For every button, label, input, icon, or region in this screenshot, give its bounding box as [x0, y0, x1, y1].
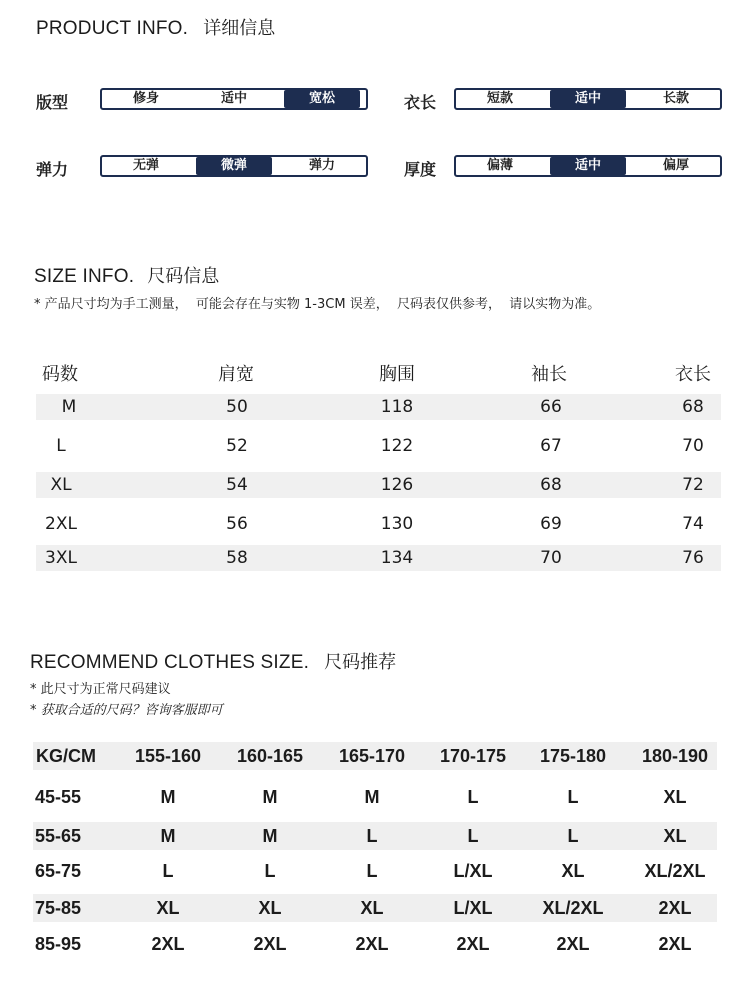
fit-option-regular[interactable]: 适中: [220, 91, 247, 106]
length-cell: 70: [682, 436, 704, 456]
rec-size-cell: XL: [258, 898, 282, 918]
rec-size-cell: XL: [663, 787, 687, 807]
shoulder-cell: 58: [226, 548, 248, 568]
shoulder-cell: 52: [226, 436, 248, 456]
recommend-title-en: RECOMMEND CLOTHES SIZE.: [30, 652, 310, 673]
table-row: [36, 511, 721, 537]
rec-size-cell: XL: [663, 826, 687, 846]
table-row: [36, 394, 721, 420]
rec-size-cell: L: [567, 826, 579, 846]
sleeve-cell: 66: [540, 397, 562, 417]
recommend-heading: [30, 648, 396, 674]
rec-size-cell: 2XL: [355, 934, 389, 954]
rec-header-height-col: 155-160: [134, 746, 202, 766]
rec-size-cell: L: [467, 826, 479, 846]
chest-cell: 134: [380, 548, 414, 568]
table-row: [36, 433, 721, 459]
table-row: [33, 894, 717, 922]
shoulder-cell: 54: [226, 475, 248, 495]
rec-size-cell: M: [160, 826, 176, 846]
size-cell: L: [56, 436, 66, 456]
thickness-selector[interactable]: [454, 155, 722, 177]
length-selector[interactable]: [454, 88, 722, 110]
rec-size-cell: L: [162, 861, 174, 881]
rec-header-height-col: 165-170: [338, 746, 406, 766]
rec-size-cell: M: [364, 787, 380, 807]
rec-size-cell: 2XL: [658, 898, 692, 918]
shoulder-cell: 50: [226, 397, 248, 417]
sleeve-cell: 68: [540, 475, 562, 495]
attr-label-fit: 版型: [36, 93, 69, 112]
recommend-title-cn: 尺码推荐: [324, 652, 397, 673]
product-info-heading: [36, 14, 275, 40]
size-header-size: 码数: [42, 364, 78, 385]
rec-size-cell: XL/2XL: [542, 898, 604, 918]
rec-size-cell: L: [467, 787, 479, 807]
chest-cell: 118: [380, 397, 414, 417]
recommend-header-row: [33, 742, 717, 770]
recommend-note-2: * 获取合适的尺码？咨询客服即可: [30, 703, 223, 718]
size-info-heading: [34, 262, 219, 288]
elasticity-option-slight[interactable]: 微弹: [196, 157, 272, 175]
rec-size-cell: L/XL: [453, 898, 493, 918]
size-cell: XL: [50, 475, 72, 495]
attr-label-thickness: 厚度: [404, 160, 437, 179]
size-header-shoulder: 肩宽: [218, 364, 254, 385]
rec-size-cell: 2XL: [658, 934, 692, 954]
fit-option-loose[interactable]: 宽松: [284, 90, 360, 108]
attr-label-elasticity: 弹力: [36, 160, 69, 179]
attr-label-length: 衣长: [404, 93, 437, 112]
rec-size-cell: L: [366, 826, 378, 846]
rec-size-cell: 2XL: [456, 934, 490, 954]
sleeve-cell: 70: [540, 548, 562, 568]
size-info-title-en: SIZE INFO.: [34, 266, 135, 287]
table-row: [36, 545, 721, 571]
length-cell: 74: [682, 514, 704, 534]
rec-weight-cell: 85-95: [35, 934, 82, 954]
table-row: [33, 822, 717, 850]
recommend-note-1: * 此尺寸为正常尺码建议: [30, 682, 171, 697]
size-info-note: * 产品尺寸均为手工测量， 可能会存在与实物 1-3CM 误差， 尺码表仅供参考， 请以实物为准。: [34, 297, 601, 312]
fit-selector[interactable]: [100, 88, 368, 110]
length-cell: 76: [682, 548, 704, 568]
sleeve-cell: 69: [540, 514, 562, 534]
rec-weight-cell: 75-85: [35, 898, 82, 918]
rec-size-cell: 2XL: [253, 934, 287, 954]
product-info-title-cn: 详细信息: [203, 18, 276, 39]
rec-size-cell: M: [262, 826, 278, 846]
rec-header-height-col: 180-190: [641, 746, 709, 766]
product-info-title-en: PRODUCT INFO.: [36, 18, 189, 39]
rec-header-height-col: 175-180: [539, 746, 607, 766]
rec-size-cell: L: [567, 787, 579, 807]
table-row: [36, 472, 721, 498]
table-row: [33, 783, 717, 811]
size-cell: 3XL: [45, 548, 77, 568]
rec-size-cell: L/XL: [453, 861, 493, 881]
table-row: [33, 930, 717, 958]
length-option-regular[interactable]: 适中: [550, 90, 626, 108]
rec-size-cell: 2XL: [556, 934, 590, 954]
rec-size-cell: XL: [156, 898, 180, 918]
rec-size-cell: XL: [561, 861, 585, 881]
thickness-option-regular[interactable]: 适中: [550, 157, 626, 175]
size-header-length: 衣长: [675, 364, 711, 385]
rec-size-cell: L: [366, 861, 378, 881]
length-cell: 72: [682, 475, 704, 495]
chest-cell: 126: [380, 475, 414, 495]
rec-header-weight-height: KG/CM: [36, 746, 96, 766]
size-cell: 2XL: [45, 514, 77, 534]
rec-header-height-col: 170-175: [439, 746, 507, 766]
rec-size-cell: XL: [360, 898, 384, 918]
size-info-title-cn: 尺码信息: [147, 266, 220, 287]
rec-weight-cell: 45-55: [35, 787, 82, 807]
table-row: [33, 857, 717, 885]
length-cell: 68: [682, 397, 704, 417]
chest-cell: 130: [380, 514, 414, 534]
rec-size-cell: 2XL: [151, 934, 185, 954]
rec-size-cell: M: [160, 787, 176, 807]
rec-weight-cell: 55-65: [35, 826, 82, 846]
rec-weight-cell: 65-75: [35, 861, 82, 881]
rec-header-height-col: 160-165: [236, 746, 304, 766]
size-header-chest: 胸围: [379, 364, 415, 385]
thickness-option-thick[interactable]: 偏厚: [662, 158, 689, 173]
length-option-short[interactable]: 短款: [486, 91, 513, 106]
rec-size-cell: M: [262, 787, 278, 807]
fit-option-slim[interactable]: 修身: [132, 91, 159, 106]
shoulder-cell: 56: [226, 514, 248, 534]
length-option-long[interactable]: 长款: [662, 91, 689, 106]
thickness-option-thin[interactable]: 偏薄: [486, 158, 513, 173]
elasticity-selector[interactable]: [100, 155, 368, 177]
size-cell: M: [61, 397, 77, 417]
elasticity-option-stretch[interactable]: 弹力: [308, 158, 335, 173]
rec-size-cell: L: [264, 861, 276, 881]
chest-cell: 122: [380, 436, 414, 456]
rec-size-cell: XL/2XL: [644, 861, 706, 881]
size-header-sleeve: 袖长: [531, 364, 567, 385]
elasticity-option-none[interactable]: 无弹: [132, 158, 159, 173]
sleeve-cell: 67: [540, 436, 562, 456]
